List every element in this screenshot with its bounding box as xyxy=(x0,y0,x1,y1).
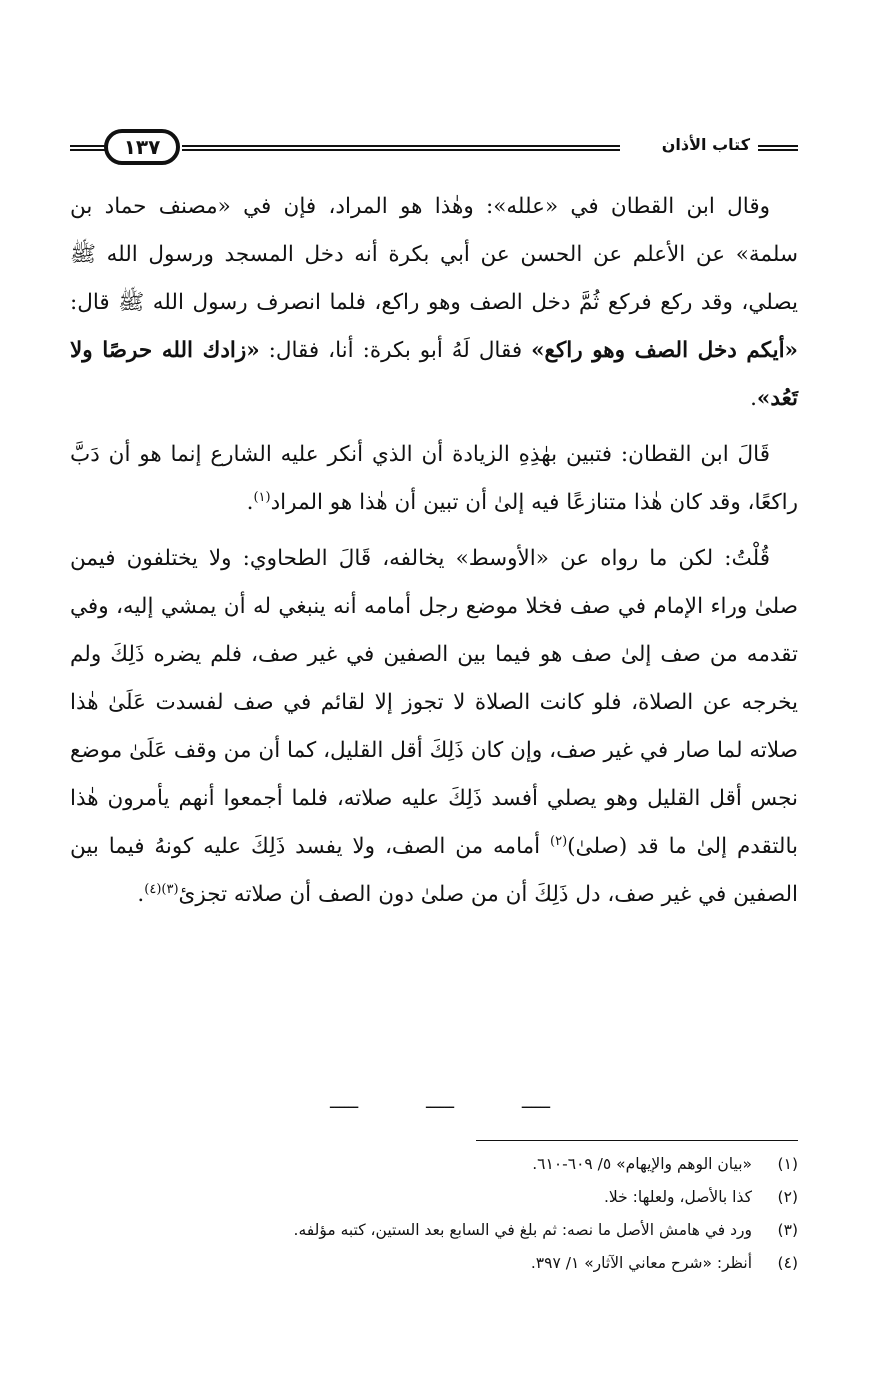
footnote-text: كذا بالأصل، ولعلها: خلا. xyxy=(603,1188,752,1206)
page-number-badge: ١٣٧ xyxy=(104,129,180,165)
footnote-item xyxy=(70,1247,798,1280)
text-run: . xyxy=(246,490,254,515)
chapter-title: كتاب الأذان xyxy=(661,135,750,154)
footnote-ref[interactable]: (٣)(٤) xyxy=(144,881,179,897)
footnote-text: ورد في هامش الأصل ما نصه: ثم بلغ في السابع بعد الستين، كتبه مؤلفه. xyxy=(293,1221,752,1239)
header-rule-left xyxy=(70,145,106,151)
footnote-item xyxy=(70,1181,798,1214)
footnote-number: (٢) xyxy=(777,1188,798,1206)
main-text xyxy=(70,183,798,927)
footnote-text: «بيان الوهم والإيهام» ٥/ ٦٠٩-٦١٠. xyxy=(532,1155,752,1173)
footnote-ref[interactable]: (٢) xyxy=(550,833,568,849)
text-run: وقال ابن القطان في «علله»: وهٰذا هو المراد، فإن في «مصنف حماد بن سلمة» عن الأعلم عن الحسن عن أبي بكرة أنه دخل المسجد ورسول الله ﷺ يصلي، وقد ركع فركع ثُمَّ دخل الصف وهو راكع، فلما انصرف رسول الله ﷺ قال: xyxy=(70,194,798,315)
text-run: فقال لَهُ أبو بكرة: أنا، فقال: xyxy=(259,338,532,363)
paragraph-3 xyxy=(70,535,798,919)
section-ornament xyxy=(330,1090,550,1114)
footnote-number: (٣) xyxy=(777,1221,798,1239)
hadith-quote: «زادك الله حرصًا ولا تَعُد» xyxy=(70,338,798,411)
footnotes xyxy=(70,1148,798,1280)
footnote-item xyxy=(70,1214,798,1247)
footnote-separator xyxy=(476,1140,798,1141)
ornament-segment: ــــــ xyxy=(425,1092,455,1112)
ornament-segment: ــــــ xyxy=(330,1092,359,1112)
footnote-item xyxy=(70,1148,798,1181)
footnote-text: أنظر: «شرح معاني الآثار» ١/ ٣٩٧. xyxy=(530,1254,752,1272)
footnote-number: (٤) xyxy=(777,1254,798,1272)
text-run: قَالَ ابن القطان: فتبين بهٰذِهِ الزيادة أن الذي أنكر عليه الشارع إنما هو أن دَبَّ راكعًا، وقد كان هٰذا متنازعًا فيه إلىٰ أن تبين أن هٰذا هو المراد xyxy=(70,442,798,515)
paragraph-2 xyxy=(70,431,798,527)
text-run: قُلْتُ: لكن ما رواه عن «الأوسط» يخالفه، قَالَ الطحاوي: ولا يختلفون فيمن صلىٰ وراء الإمام في صف فخلا موضع رجل أمامه أنه ينبغي له أن يمشي إليه، وفي تقدمه من صف إلىٰ صف هو فيما بين الصفين في غير صف، فلم يضره ذَلِكَ ولم يخرجه عن الصلاة، فلو كانت الصلاة لا تجوز إلا لقائم في صف لفسدت عَلَىٰ هٰذا صلاته لما صار في غير صف، وإن كان ذَلِكَ أقل القليل، كما أن من وقف عَلَىٰ موضع نجس أقل القليل وهو يصلي أفسد ذَلِكَ عليه صلاته، فلما أجمعوا أنهم يأمرون هٰذا بالتقدم إلىٰ ما قد (صلىٰ) xyxy=(70,546,798,859)
footnote-ref[interactable]: (١) xyxy=(253,489,271,505)
text-run: . xyxy=(137,882,145,907)
page-header xyxy=(70,125,798,173)
hadith-quote: «أيكم دخل الصف وهو راكع» xyxy=(531,338,798,363)
paragraph-1 xyxy=(70,183,798,423)
text-run: . xyxy=(750,386,757,411)
ornament-segment: ــــــ xyxy=(521,1092,550,1112)
text-run: أمامه من الصف، ولا يفسد ذَلِكَ عليه كونهُ فيما بين الصفين في غير صف، دل ذَلِكَ أن من صلىٰ دون الصف أن صلاته تجزئ xyxy=(70,834,798,907)
header-rule-right xyxy=(758,145,798,151)
book-page xyxy=(70,115,798,1335)
header-rule-middle xyxy=(182,145,620,151)
footnote-number: (١) xyxy=(777,1155,798,1173)
